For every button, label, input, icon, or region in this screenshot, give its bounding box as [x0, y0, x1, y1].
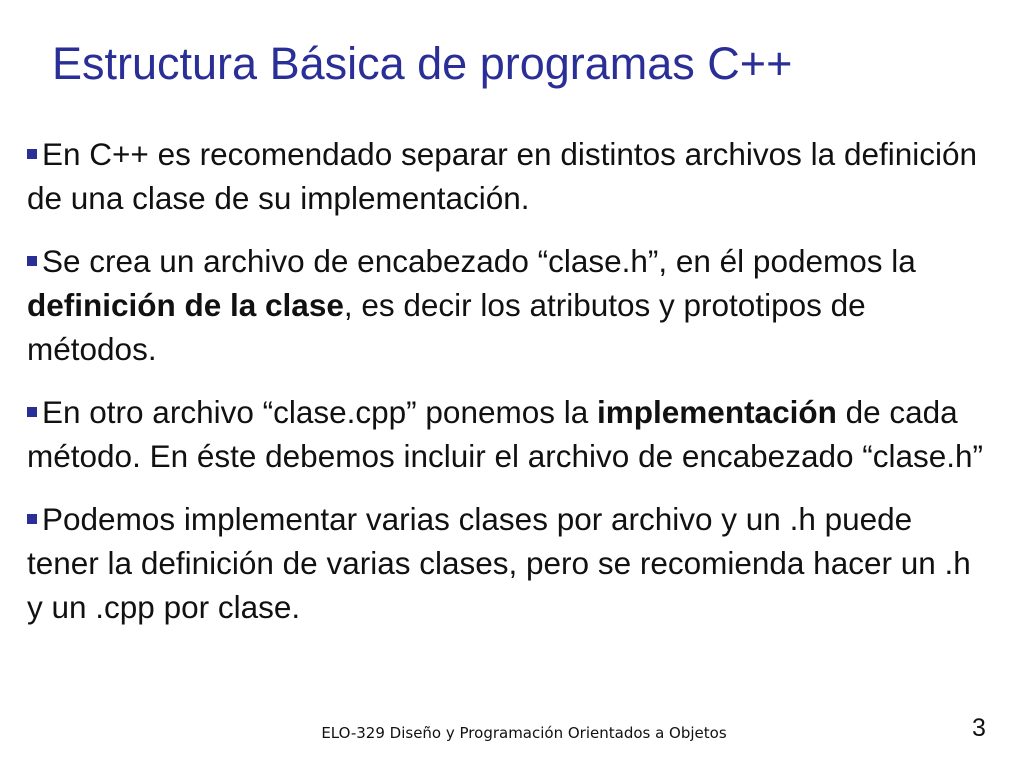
page-number: 3: [972, 714, 986, 742]
square-bullet-icon: [27, 256, 37, 266]
slide-title: Estructura Básica de programas C++: [52, 38, 793, 89]
square-bullet-icon: [27, 407, 37, 417]
bullet-bold-text: definición de la clase: [27, 287, 344, 323]
bullet-list: [27, 132, 987, 648]
square-bullet-icon: [27, 514, 37, 524]
slide-footer: ELO-329 Diseño y Programación Orientados a Objetos: [321, 724, 727, 742]
bullet-text: Podemos implementar varias clases por archivo y un .h puede tener la definición de varias clases, pero se recomienda hacer un .h y un .cpp por clase.: [27, 501, 971, 625]
bullet-text: de cada método. En éste debemos incluir el archivo de encabezado “clase.h”: [27, 394, 984, 474]
bullet-text: En C++ es recomendado separar en distintos archivos la definición de una clase de su implementación.: [27, 136, 978, 216]
square-bullet-icon: [27, 149, 37, 159]
bullet-text: Se crea un archivo de encabezado “clase.h”, en él podemos la: [42, 243, 916, 279]
bullet-item: [27, 390, 987, 478]
bullet-text: , es decir los atributos y prototipos de métodos.: [27, 287, 866, 367]
bullet-item: [27, 497, 987, 629]
bullet-item: [27, 239, 987, 371]
bullet-item: [27, 132, 987, 220]
bullet-text: En otro archivo “clase.cpp” ponemos la: [42, 394, 598, 430]
bullet-bold-text: implementación: [597, 394, 837, 430]
